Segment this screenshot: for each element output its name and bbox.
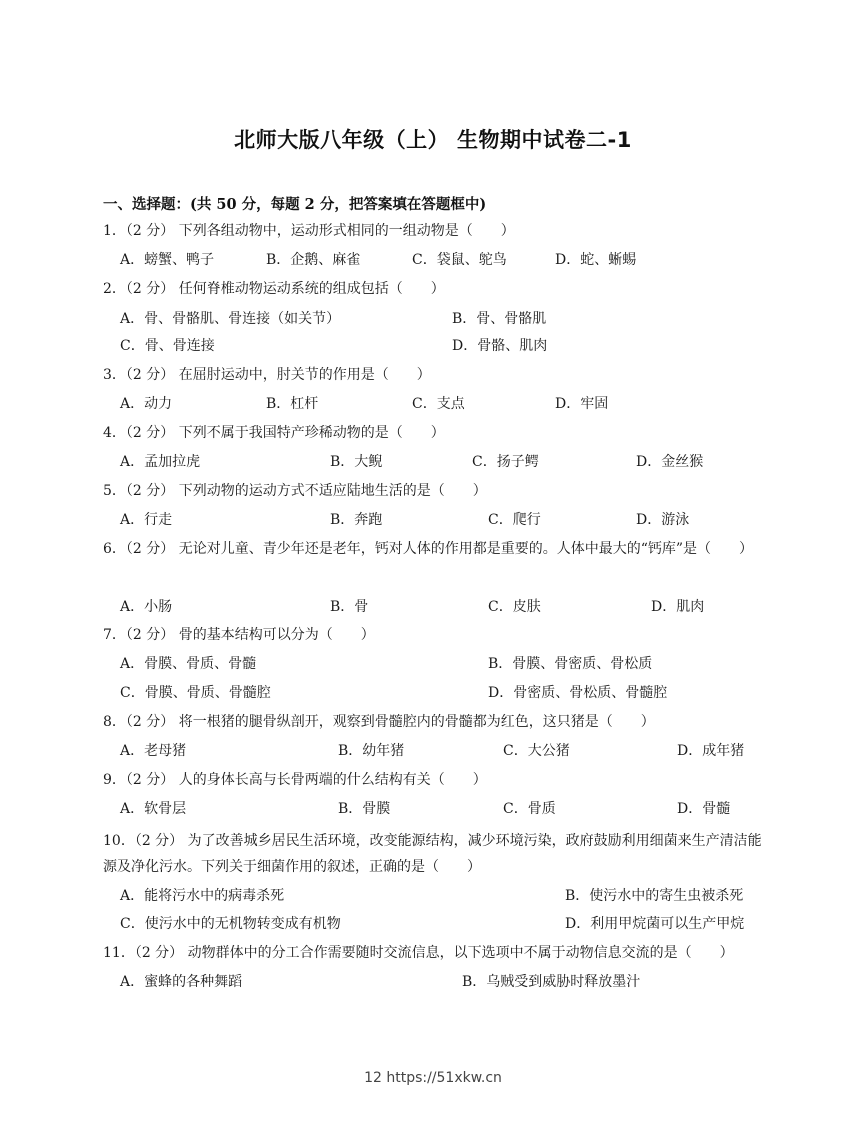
q5-option-c: C．爬行 [488,512,541,528]
q10-option-a: A．能将污水中的病毒杀死 [120,888,285,904]
question-9: 9．（2 分） 人的身体长高与长骨两端的什么结构有关（ ） [103,772,487,788]
q11-option-b: B．乌贼受到威胁时释放墨汁 [462,974,641,990]
q1-option-a: A．螃蟹、鸭子 [120,252,215,268]
q1-option-b: B．企鹅、麻雀 [266,252,361,268]
question-4: 4．（2 分） 下列不属于我国特产珍稀动物的是（ ） [103,425,445,441]
q3-option-c: C．支点 [412,396,465,412]
page-footer: 12 https://51xkw.cn [364,1070,502,1086]
q4-option-c: C．扬子鳄 [472,454,539,470]
q3-option-b: B．杠杆 [266,396,319,412]
q7-option-c: C．骨膜、骨质、骨髓腔 [120,685,271,701]
q5-option-b: B．奔跑 [330,512,383,528]
q5-option-d: D．游泳 [636,512,690,528]
question-11: 11．（2 分） 动物群体中的分工合作需要随时交流信息，以下选项中不属于动物信息交流的是（ ） [103,945,734,961]
q6-option-b: B．骨 [330,599,369,615]
q9-option-c: C．骨质 [503,801,556,817]
page-title: 北师大版八年级（上） 生物期中试卷二-1 [234,128,632,152]
q10-option-d: D．利用甲烷菌可以生产甲烷 [565,916,745,932]
q8-option-a: A．老母猪 [120,743,187,759]
q4-option-a: A．孟加拉虎 [120,454,201,470]
q7-option-b: B．骨膜、骨密质、骨松质 [488,656,653,672]
q8-option-d: D．成年猪 [677,743,745,759]
q1-option-d: D．蛇、蜥蜴 [555,252,637,268]
q10-option-b: B．使污水中的寄生虫被杀死 [565,888,744,904]
q6-option-c: C．皮肤 [488,599,541,615]
q4-option-d: D．金丝猴 [636,454,704,470]
question-7: 7．（2 分） 骨的基本结构可以分为（ ） [103,627,375,643]
q3-option-d: D．牢固 [555,396,609,412]
q5-option-a: A．行走 [120,512,173,528]
q2-option-a: A．骨、骨骼肌、骨连接（如关节） [120,311,341,327]
question-5: 5．（2 分） 下列动物的运动方式不适应陆地生活的是（ ） [103,483,487,499]
q2-option-b: B．骨、骨骼肌 [452,311,547,327]
q7-option-d: D．骨密质、骨松质、骨髓腔 [488,685,668,701]
question-10: 10．（2 分） 为了改善城乡居民生活环境，改变能源结构，减少环境污染，政府鼓励利用细菌来生产清洁能源及净化污水。下列关于细菌作用的叙述，正确的是（ ） [103,833,762,875]
q2-option-d: D．骨骼、肌肉 [452,338,548,354]
q1-option-c: C．袋鼠、鸵鸟 [412,252,507,268]
q9-option-d: D．骨髓 [677,801,731,817]
q11-option-a: A．蜜蜂的各种舞蹈 [120,974,243,990]
question-8: 8．（2 分） 将一根猪的腿骨纵剖开，观察到骨髓腔内的骨髓都为红色，这只猪是（ ） [103,714,655,730]
question-6: 6．（2 分） 无论对儿童、青少年还是老年，钙对人体的作用都是重要的。人体中最大的“钙库”是（ ） [103,541,754,557]
q8-option-c: C．大公猪 [503,743,570,759]
q4-option-b: B．大鲵 [330,454,383,470]
q2-option-c: C．骨、骨连接 [120,338,215,354]
q8-option-b: B．幼年猪 [338,743,405,759]
question-3: 3．（2 分） 在屈肘运动中，肘关节的作用是（ ） [103,367,431,383]
q3-option-a: A．动力 [120,396,173,412]
q6-option-a: A．小肠 [120,599,173,615]
q6-option-d: D．肌肉 [651,599,705,615]
section-heading: 一、选择题：(共 50 分，每题 2 分，把答案填在答题框中) [103,196,487,213]
question-2: 2．（2 分） 任何脊椎动物运动系统的组成包括（ ） [103,281,445,297]
question-1: 1．（2 分） 下列各组动物中，运动形式相同的一组动物是（ ） [103,223,515,239]
q10-option-c: C．使污水中的无机物转变成有机物 [120,916,341,932]
q9-option-a: A．软骨层 [120,801,187,817]
q9-option-b: B．骨膜 [338,801,391,817]
q7-option-a: A．骨膜、骨质、骨髓 [120,656,257,672]
